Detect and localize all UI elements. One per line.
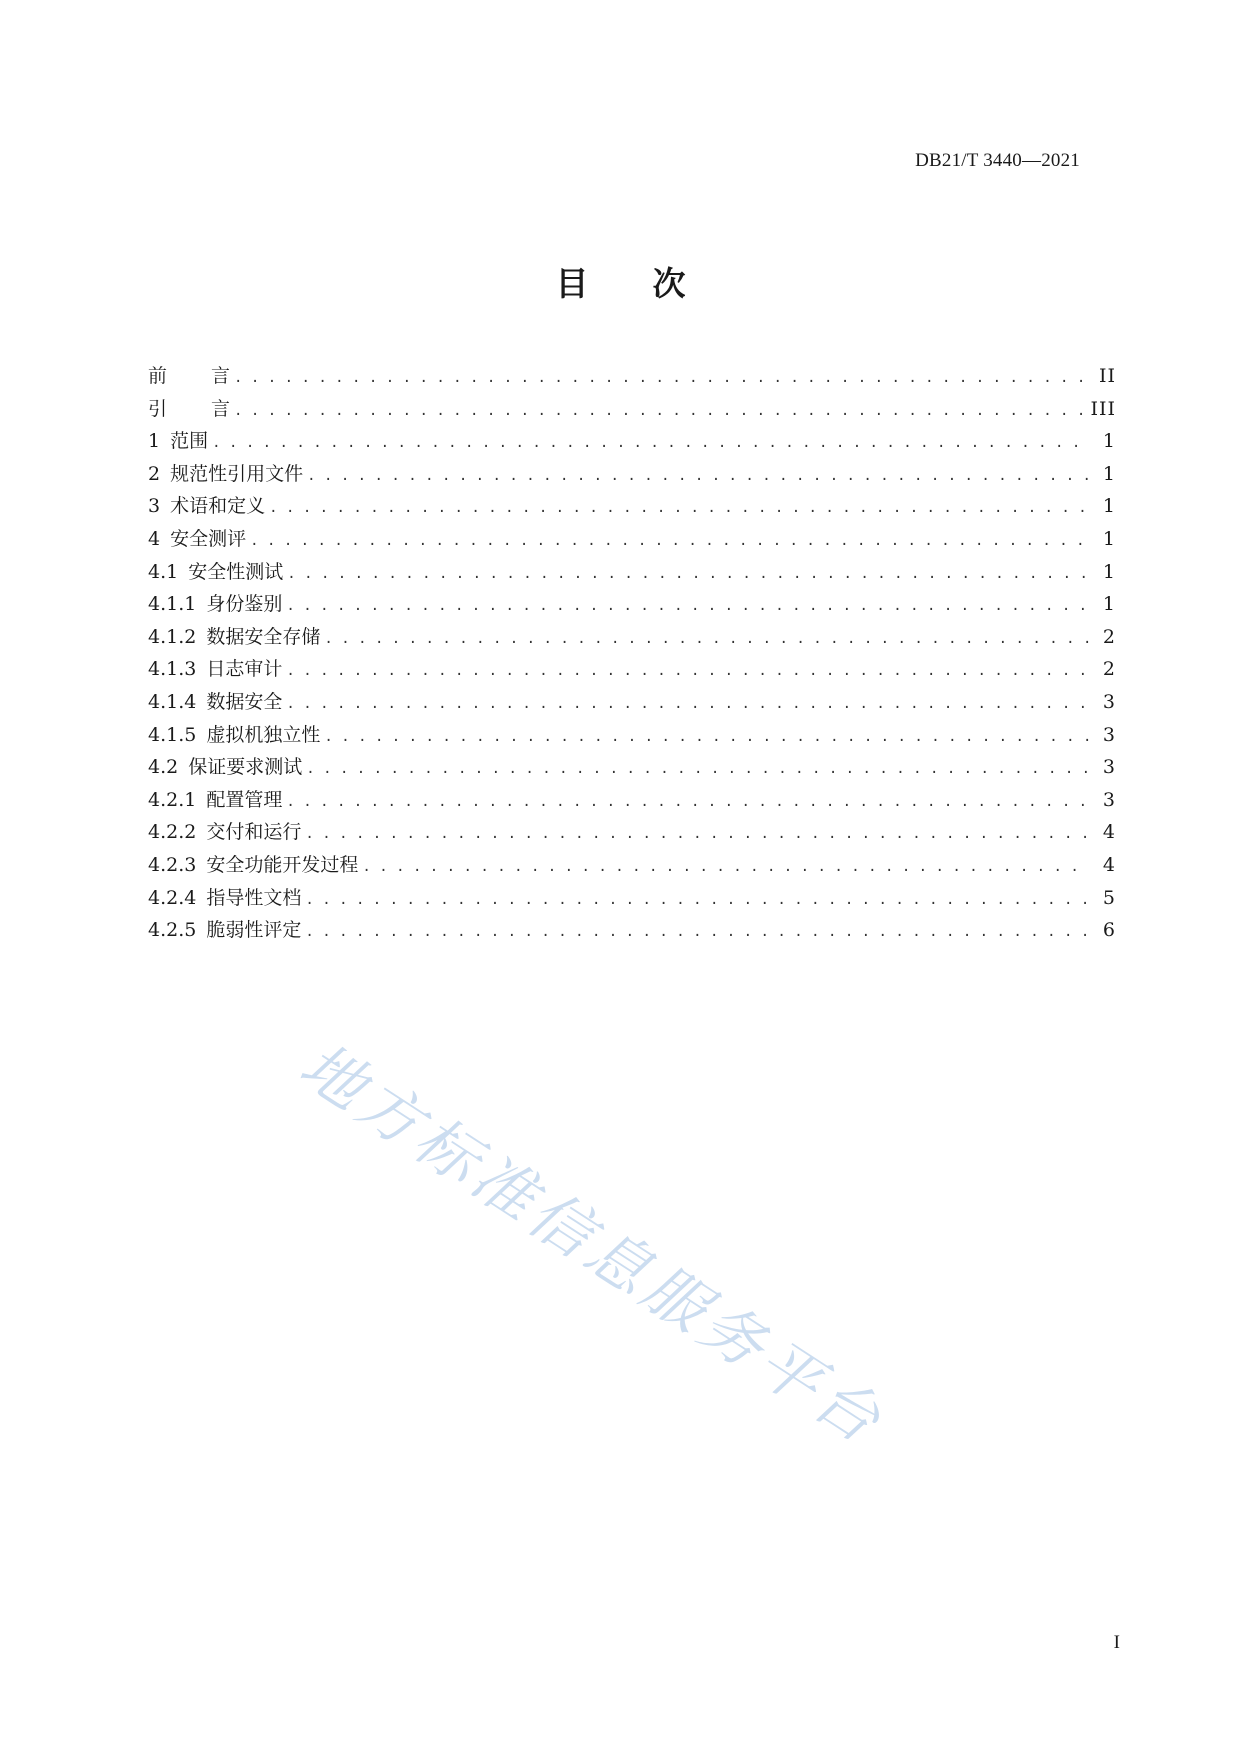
toc-entry[interactable] [148, 653, 1116, 686]
toc-leader-dots [286, 688, 1090, 721]
toc-leader-dots [324, 721, 1090, 754]
toc-entry-number: 4.2.5 [148, 919, 197, 942]
toc-entry-page: II [1098, 365, 1116, 387]
toc-entry-label [148, 719, 324, 752]
toc-entry-label [148, 882, 305, 915]
toc-entry-page: 1 [1102, 527, 1116, 550]
toc-leader-dots [306, 753, 1090, 786]
toc-entry-label [148, 914, 305, 947]
toc-entry-number: 4.2.1 [148, 788, 197, 811]
toc-title-right: 次 [652, 264, 686, 303]
toc-entry-label [148, 490, 269, 523]
toc-entry-page: 2 [1102, 658, 1116, 681]
toc-leader-dots [305, 916, 1090, 949]
toc-entry-label [148, 751, 306, 784]
toc-entry-title: 规范性引用文件 [170, 462, 304, 485]
toc-entry-page: 3 [1102, 756, 1116, 779]
toc-entry-number: 引 [148, 397, 168, 420]
toc-leader-dots [324, 623, 1090, 656]
toc-entry-page: 1 [1102, 560, 1116, 583]
toc-entry-label [148, 393, 234, 426]
toc-leader-dots [287, 558, 1090, 591]
toc-entry-title: 交付和运行 [206, 821, 302, 844]
toc-entry-title: 术语和定义 [170, 495, 266, 518]
toc-entry[interactable] [148, 914, 1116, 947]
toc-entry-label [148, 816, 305, 849]
toc-entry[interactable] [148, 784, 1116, 817]
toc-entry-page: 6 [1102, 919, 1116, 942]
toc-entry[interactable] [148, 621, 1116, 654]
toc-entry[interactable] [148, 816, 1116, 849]
toc-entry-number: 4.2.2 [148, 821, 197, 844]
toc-entry-number: 1 [148, 430, 161, 453]
toc-entry-title: 指导性文档 [206, 886, 302, 909]
toc-entry-title: 保证要求测试 [188, 756, 303, 779]
toc-entry-number: 4.1.4 [148, 690, 197, 713]
toc-entry-number: 4.2.3 [148, 853, 197, 876]
toc-leader-dots [286, 655, 1090, 688]
toc-entry-number: 4.1.1 [148, 593, 197, 616]
toc-entry-page: 2 [1102, 625, 1116, 648]
toc-entry[interactable] [148, 686, 1116, 719]
toc-entry-page: 3 [1102, 690, 1116, 713]
toc-entry-number: 3 [148, 495, 161, 518]
toc-entry-page: 5 [1102, 886, 1116, 909]
toc-leader-dots [362, 851, 1090, 884]
toc-entry-title: 身份鉴别 [206, 593, 283, 616]
toc-entry[interactable] [148, 425, 1116, 458]
toc-leader-dots [234, 362, 1090, 395]
toc-leader-dots [307, 460, 1090, 493]
toc-entry-title: 配置管理 [206, 788, 283, 811]
standard-number: DB21/T 3440—2021 [915, 150, 1080, 171]
toc-title-left: 目 [555, 264, 589, 303]
toc-entry-label [148, 621, 324, 654]
toc-entry-title: 数据安全存储 [206, 625, 321, 648]
toc-entry-label [148, 849, 362, 882]
toc-list [148, 360, 1116, 947]
toc-entry[interactable] [148, 523, 1116, 556]
toc-entry-page: 1 [1102, 462, 1116, 485]
toc-entry-page: 3 [1102, 788, 1116, 811]
toc-entry-page: 1 [1102, 495, 1116, 518]
toc-entry-number: 4.2 [148, 756, 179, 779]
toc-entry-title: 安全测评 [170, 527, 247, 550]
toc-entry-page: 4 [1102, 853, 1116, 876]
toc-entry-title: 脆弱性评定 [206, 919, 302, 942]
toc-entry-page: 3 [1102, 723, 1116, 746]
toc-entry-title: 范围 [170, 430, 209, 453]
toc-entry-label [148, 523, 250, 556]
toc-entry[interactable] [148, 490, 1116, 523]
toc-entry-label [148, 686, 286, 719]
toc-entry[interactable] [148, 556, 1116, 589]
toc-entry[interactable] [148, 849, 1116, 882]
toc-entry[interactable] [148, 458, 1116, 491]
toc-leader-dots [269, 492, 1090, 525]
toc-entry-title: 言 [211, 397, 231, 420]
toc-title [0, 258, 1241, 305]
toc-entry-number: 4 [148, 527, 161, 550]
toc-entry-number: 前 [148, 365, 168, 387]
toc-leader-dots [286, 786, 1090, 819]
toc-entry-page: III [1090, 397, 1116, 420]
toc-entry-label [148, 556, 287, 589]
toc-entry[interactable] [148, 588, 1116, 621]
toc-entry-number: 4.1.5 [148, 723, 197, 746]
toc-entry-label [148, 653, 286, 686]
toc-entry-label [148, 360, 234, 393]
toc-entry[interactable] [148, 882, 1116, 915]
toc-leader-dots [286, 590, 1090, 623]
toc-entry-label [148, 784, 286, 817]
toc-entry-title: 日志审计 [206, 658, 283, 681]
toc-leader-dots [212, 427, 1090, 460]
toc-entry-label [148, 588, 286, 621]
toc-leader-dots [234, 395, 1084, 428]
toc-entry[interactable] [148, 751, 1116, 784]
toc-entry-title: 安全功能开发过程 [206, 853, 359, 876]
toc-entry[interactable] [148, 719, 1116, 752]
toc-entry-page: 4 [1102, 821, 1116, 844]
toc-entry-page: 1 [1102, 430, 1116, 453]
toc-entry[interactable] [148, 393, 1116, 426]
toc-entry-number: 2 [148, 462, 161, 485]
toc-entry-number: 4.1.2 [148, 625, 197, 648]
toc-leader-dots [305, 884, 1090, 917]
toc-entry[interactable] [148, 360, 1116, 393]
toc-entry-title: 数据安全 [206, 690, 283, 713]
toc-leader-dots [305, 818, 1090, 851]
toc-entry-number: 4.1.3 [148, 658, 197, 681]
page-number: I [1113, 1632, 1120, 1653]
toc-leader-dots [250, 525, 1090, 558]
toc-entry-label [148, 425, 212, 458]
toc-entry-number: 4.1 [148, 560, 179, 583]
toc-entry-title: 虚拟机独立性 [206, 723, 321, 746]
toc-entry-number: 4.2.4 [148, 886, 197, 909]
toc-entry-title: 安全性测试 [188, 560, 284, 583]
watermark: 地方标准信息服务平台 [287, 1028, 898, 1460]
toc-entry-page: 1 [1102, 593, 1116, 616]
toc-entry-title: 言 [211, 365, 231, 387]
toc-entry-label [148, 458, 307, 491]
